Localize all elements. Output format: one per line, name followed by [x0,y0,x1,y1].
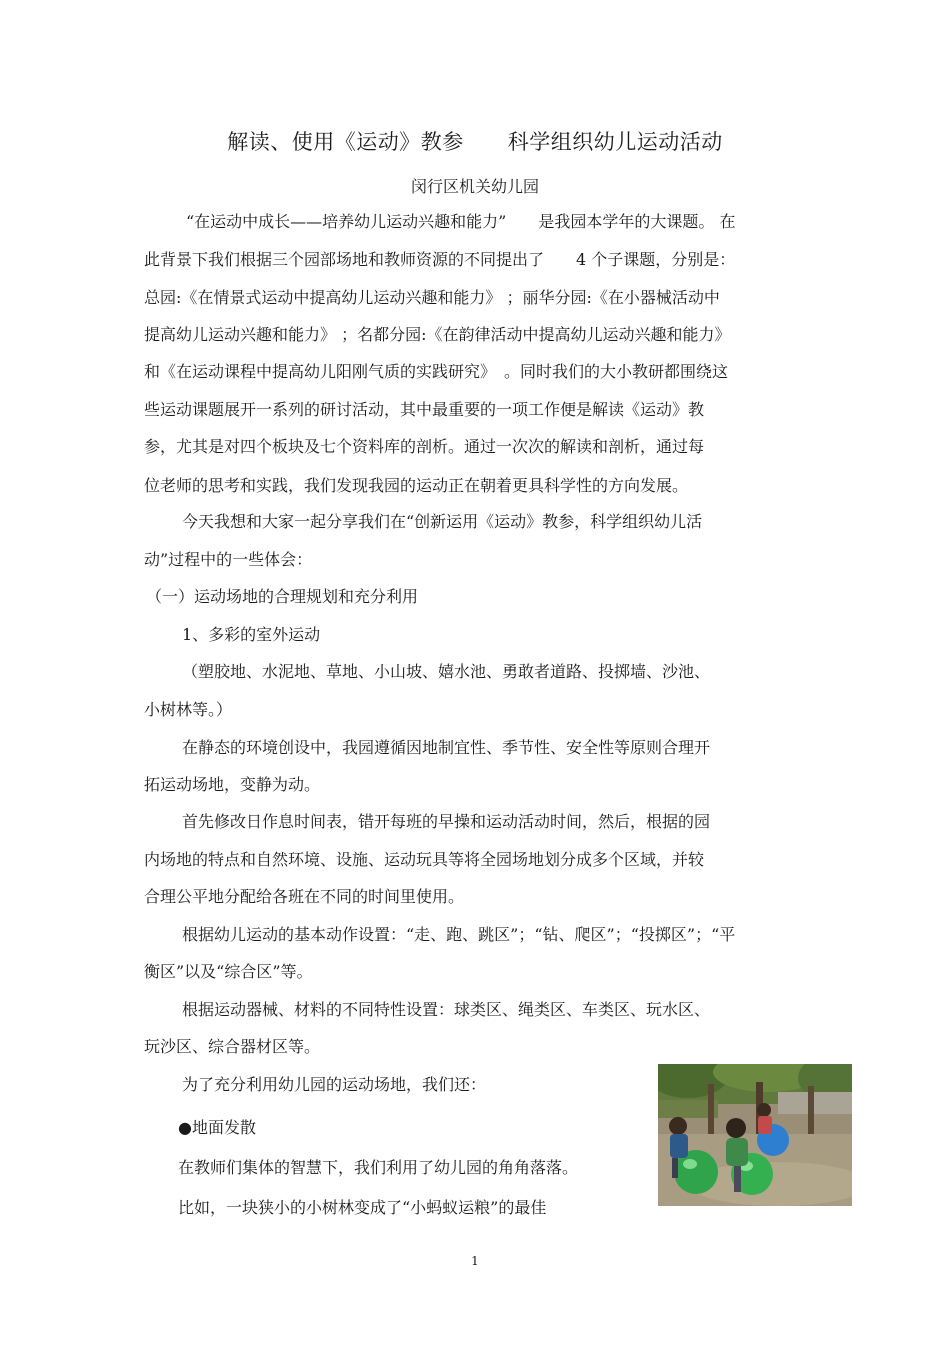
paragraph-line: 内场地的特点和自然环境、设施、运动玩具等将全园场地划分成多个区域，并较 [144,850,705,869]
section-heading: （一）运动场地的合理规划和充分利用 [146,587,419,606]
paragraph-line: 动”过程中的一些体会： [144,550,313,569]
paragraph-line: 在教师们集体的智慧下，我们利用了幼儿园的角角落落。 [178,1158,579,1177]
document-subtitle: 闵行区机关幼儿园 [410,177,539,196]
paragraph-line: 根据幼儿运动的基本动作设置：“走、跑、跳区”；“钻、爬区”；“投掷区”；“平 [182,925,736,944]
page-number: 1 [471,1254,479,1268]
paragraph-line: 小树林等。） [144,700,233,719]
paragraph-line: 为了充分利用幼儿园的运动场地，我们还： [182,1075,487,1094]
paragraph-line: 比如，一块狭小的小树林变成了“小蚂蚁运粮”的最佳 [178,1198,547,1217]
title-right: 科学组织幼儿运动活动 [507,130,723,154]
paragraph-line: 合理公平地分配给各班在不同的时间里使用。 [144,887,465,906]
paragraph-line: 总园:《在情景式运动中提高幼儿运动兴趣和能力》 ；丽华分园:《在小器械活动中 [144,288,720,307]
paragraph-line: 位老师的思考和实践，我们发现我园的运动正在朝着更具科学性的方向发展。 [144,476,689,495]
paragraph-line: 参，尤其是对四个板块及七个资料库的剖析。通过一次次的解读和剖析，通过每 [144,437,705,456]
paragraph-line: 在静态的环境创设中，我园遵循因地制宜性、季节性、安全性等原则合理开 [182,738,711,757]
title-left: 解读、使用《运动》教参 [227,130,464,154]
paragraph-line: 提高幼儿运动兴趣和能力》 ；名都分园:《在韵律活动中提高幼儿运动兴趣和能力》 [144,325,731,344]
paragraph-line: 首先修改日作息时间表，错开每班的早操和运动活动时间，然后，根据的园 [182,812,711,831]
document-title [0,126,950,156]
paragraph-line: 拓运动场地，变静为动。 [144,775,321,794]
paragraph-line: 此背景下我们根据三个园部场地和教师资源的不同提出了 4 个子课题，分别是： [144,250,736,269]
paragraph-line: 今天我想和大家一起分享我们在“创新运用《运动》教参，科学组织幼儿活 [182,512,703,531]
paragraph-line: 玩沙区、综合器材区等。 [144,1037,321,1056]
paragraph-line: 些运动课题展开一系列的研讨活动，其中最重要的一项工作便是解读《运动》教 [144,400,705,419]
paragraph-line: 衡区”以及“综合区”等。 [144,962,313,981]
paragraph-line: 和《在运动课程中提高幼儿阳刚气质的实践研究》 。同时我们的大小教研都围绕这 [144,362,729,381]
paragraph-line: “在运动中成长——培养幼儿运动兴趣和能力” 是我园本学年的大课题。 在 [186,212,736,231]
children-playing-photo [658,1064,852,1206]
paragraph-line: （塑胶地、水泥地、草地、小山坡、嬉水池、勇敢者道路、投掷墙、沙池、 [182,662,711,681]
photo-illustration [658,1064,852,1206]
paragraph-line: 根据运动器械、材料的不同特性设置：球类区、绳类区、车类区、玩水区、 [182,1000,711,1019]
bullet-heading: ●地面发散 [178,1118,256,1137]
subsection-heading: 1、多彩的室外运动 [182,625,321,644]
